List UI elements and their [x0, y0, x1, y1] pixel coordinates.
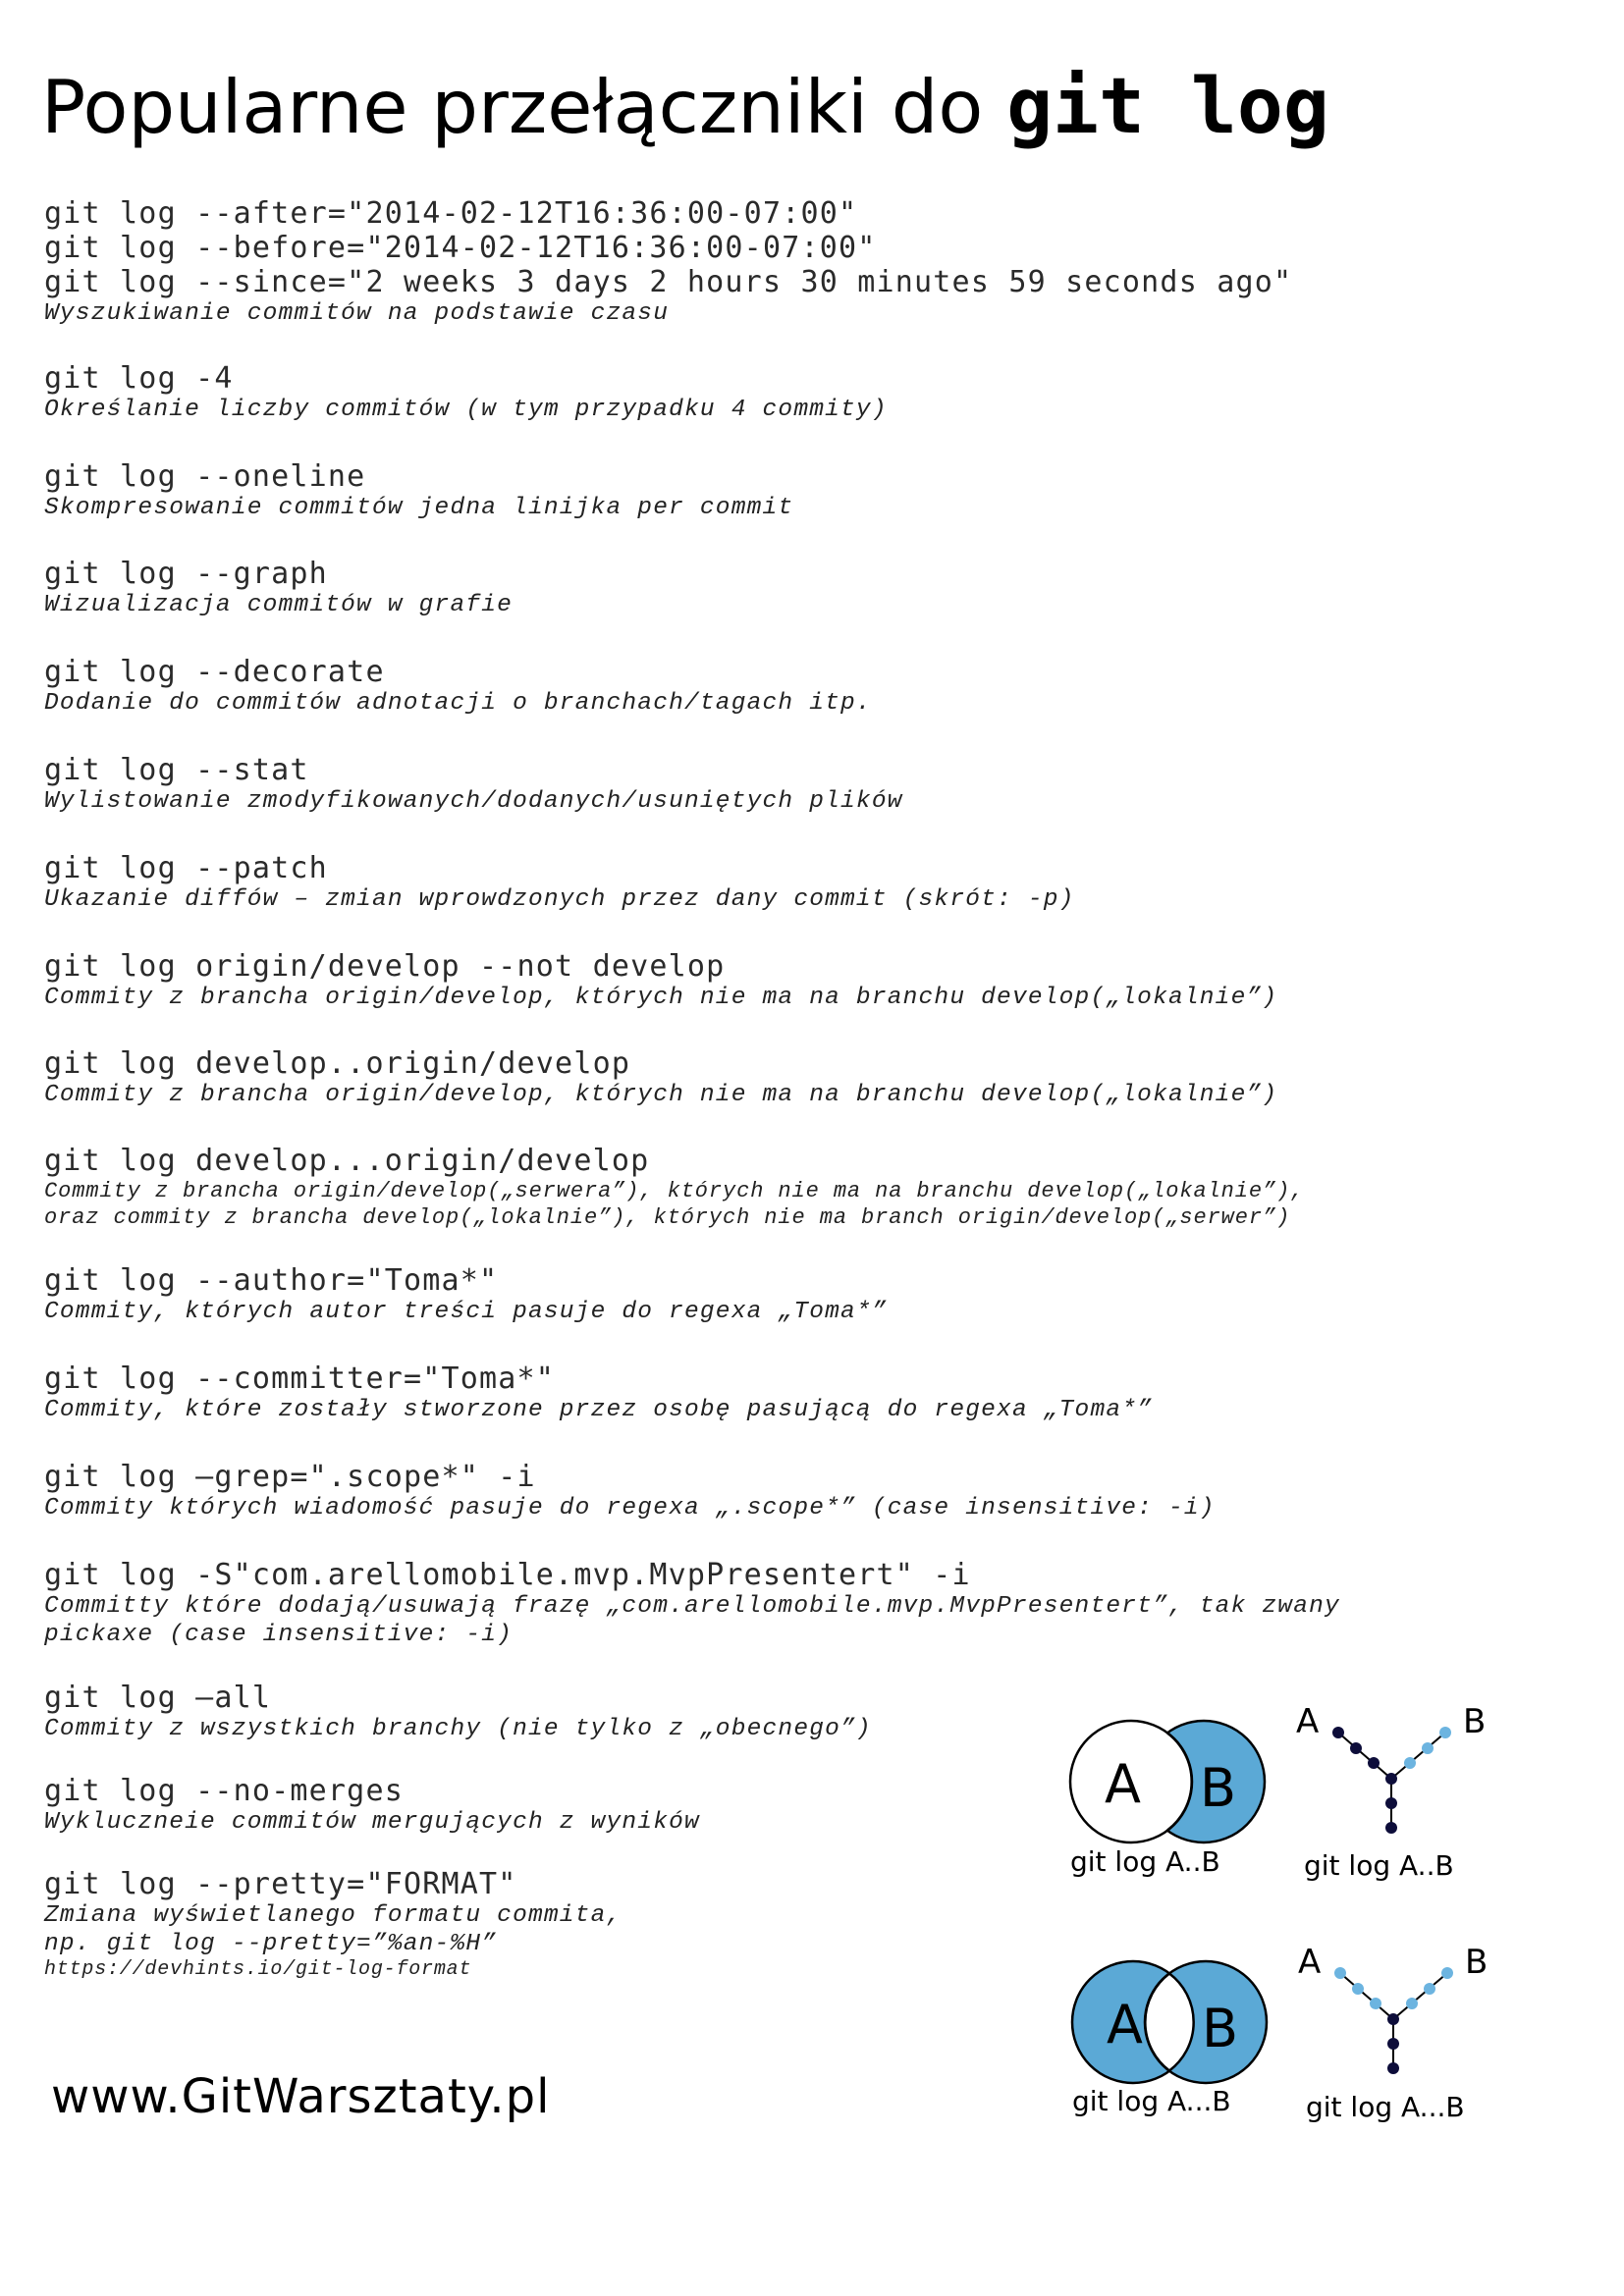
commit-node — [1441, 1967, 1453, 1979]
commit-node — [1404, 1757, 1416, 1769]
commit-node — [1385, 1822, 1397, 1834]
command-text: git log --since="2 weeks 3 days 2 hours 30 minutes 59 seconds ago" — [44, 265, 1293, 299]
commit-node — [1422, 1742, 1434, 1754]
command-text: git log --author="Toma*" — [44, 1263, 499, 1298]
command-text: git log --stat — [44, 753, 309, 787]
command-text: git log --committer="Toma*" — [44, 1362, 556, 1396]
command-description: Commity, które zostały stworzone przez osobę pasującą do regexa „Toma*” — [44, 1397, 1154, 1423]
footer-website-url[interactable]: www.GitWarsztaty.pl — [51, 2069, 551, 2124]
command-text: git log origin/develop --not develop — [44, 949, 726, 984]
command-text: git log --decorate — [44, 655, 385, 689]
command-entry — [44, 753, 903, 816]
command-description: oraz commity z brancha develop(„lokalnie”), których nie ma branch origin/develop(„serwer”) — [44, 1205, 1291, 1230]
commit-node — [1370, 1998, 1381, 2009]
command-description: Wizualizacja commitów w grafie — [44, 592, 514, 618]
command-description: Ukazanie diffów – zmian wprowdzonych przez dany commit (skrót: -p) — [44, 886, 1075, 913]
command-text: git log develop..origin/develop — [44, 1046, 631, 1081]
command-text: git log --no-merges — [44, 1774, 404, 1808]
command-text: git log --pretty="FORMAT" — [44, 1867, 517, 1901]
command-description: Dodanie do commitów adnotacji o branchach/tagach itp. — [44, 690, 872, 717]
commit-node — [1368, 1757, 1380, 1769]
command-description: Commity z wszystkich branchy (nie tylko z „obecnego”) — [44, 1716, 872, 1742]
command-description: Wyszukiwanie commitów na podstawie czasu — [44, 300, 670, 327]
command-text: git log -4 — [44, 361, 234, 396]
commit-node — [1352, 1983, 1364, 1995]
command-description: Zmiana wyświetlanego formatu commita, — [44, 1902, 623, 1929]
commit-node — [1350, 1742, 1362, 1754]
command-description: Commity których wiadomość pasuje do regexa „.scope*” (case insensitive: -i) — [44, 1495, 1216, 1522]
commit-node — [1385, 1773, 1397, 1785]
command-entry — [44, 1867, 622, 1982]
command-entry — [44, 1558, 1340, 1649]
venn-left-label: A — [1107, 1994, 1143, 2056]
command-text: git log -S"com.arellomobile.mvp.MvpPresentert" -i — [44, 1558, 971, 1592]
command-description: pickaxe (case insensitive: -i) — [44, 1622, 514, 1648]
commit-node — [1387, 2038, 1399, 2050]
venn-right-label: B — [1202, 1998, 1239, 2059]
command-entry — [44, 1681, 872, 1743]
command-entry — [44, 851, 1075, 914]
command-text: git log –all — [44, 1681, 272, 1715]
command-entry — [44, 1144, 1304, 1231]
command-entry — [44, 361, 888, 424]
commit-node — [1385, 1797, 1397, 1809]
command-description: Wylistowanie zmodyfikowanych/dodanych/usuniętych plików — [44, 788, 903, 815]
command-entry — [44, 1460, 1216, 1522]
command-description: Wykluczneie commitów mergujących z wyników — [44, 1809, 700, 1836]
command-description: Skompresowanie commitów jedna linijka per commit — [44, 495, 794, 521]
commit-node — [1387, 2062, 1399, 2074]
command-entry — [44, 949, 1277, 1012]
command-text: git log develop...origin/develop — [44, 1144, 650, 1178]
command-text: git log --oneline — [44, 459, 366, 494]
command-entry — [44, 655, 872, 718]
command-text: git log --patch — [44, 851, 328, 885]
venn-left-label: A — [1105, 1753, 1141, 1815]
command-entry — [44, 1263, 888, 1326]
graph-right-label: B — [1465, 1944, 1489, 1982]
command-description: Określanie liczby commitów (w tym przypadku 4 commity) — [44, 397, 888, 423]
commit-node — [1439, 1727, 1451, 1738]
graph-right-label: B — [1463, 1703, 1487, 1741]
graph-left-label: A — [1298, 1944, 1322, 1982]
commit-graph-three-dot — [1288, 1944, 1514, 2081]
command-description: np. git log --pretty=”%an-%H” — [44, 1931, 498, 1957]
command-text: git log --before="2014-02-12T16:36:00-07:00" — [44, 231, 877, 265]
command-entry — [44, 459, 793, 522]
title-code: git log — [1006, 63, 1329, 151]
command-entry — [44, 557, 513, 619]
commit-node — [1334, 1967, 1346, 1979]
command-description: Commity, których autor treści pasuje do regexa „Toma*” — [44, 1299, 888, 1325]
venn-two-dot-caption: git log A..B — [1070, 1845, 1220, 1878]
command-text: git log –grep=".scope*" -i — [44, 1460, 536, 1494]
commit-node — [1424, 1983, 1435, 1995]
command-description: Commity z brancha origin/develop, których nie ma na branchu develop(„lokalnie”) — [44, 985, 1278, 1011]
command-description: Commity z brancha origin/develop, których nie ma na branchu develop(„lokalnie”) — [44, 1082, 1278, 1108]
venn-three-dot-caption: git log A...B — [1072, 2085, 1231, 2117]
command-entry — [44, 1362, 1153, 1424]
graph-three-dot-caption: git log A...B — [1306, 2091, 1465, 2123]
command-entry — [44, 1774, 700, 1837]
command-description: Committy które dodają/usuwają frazę „com.arellomobile.mvp.MvpPresentert”, tak zwany — [44, 1593, 1340, 1620]
command-text: git log --graph — [44, 557, 328, 591]
page-title — [41, 63, 1329, 151]
commit-node — [1387, 2013, 1399, 2025]
commit-node — [1406, 1998, 1418, 2009]
command-entry — [44, 1046, 1277, 1109]
graph-left-label: A — [1296, 1703, 1320, 1741]
reference-link[interactable]: https://devhints.io/git-log-format — [44, 1958, 472, 1981]
commit-graph-two-dot — [1286, 1703, 1512, 1841]
command-text: git log --after="2014-02-12T16:36:00-07:00" — [44, 196, 858, 231]
commit-node — [1332, 1727, 1344, 1738]
graph-two-dot-caption: git log A..B — [1304, 1849, 1454, 1882]
command-description: Commity z brancha origin/develop(„serwera”), których nie ma na branchu develop(„lokalnie”), — [44, 1179, 1305, 1203]
command-entry — [44, 196, 1292, 328]
title-text: Popularne przełączniki do — [41, 64, 1007, 150]
venn-right-label: B — [1200, 1757, 1237, 1819]
